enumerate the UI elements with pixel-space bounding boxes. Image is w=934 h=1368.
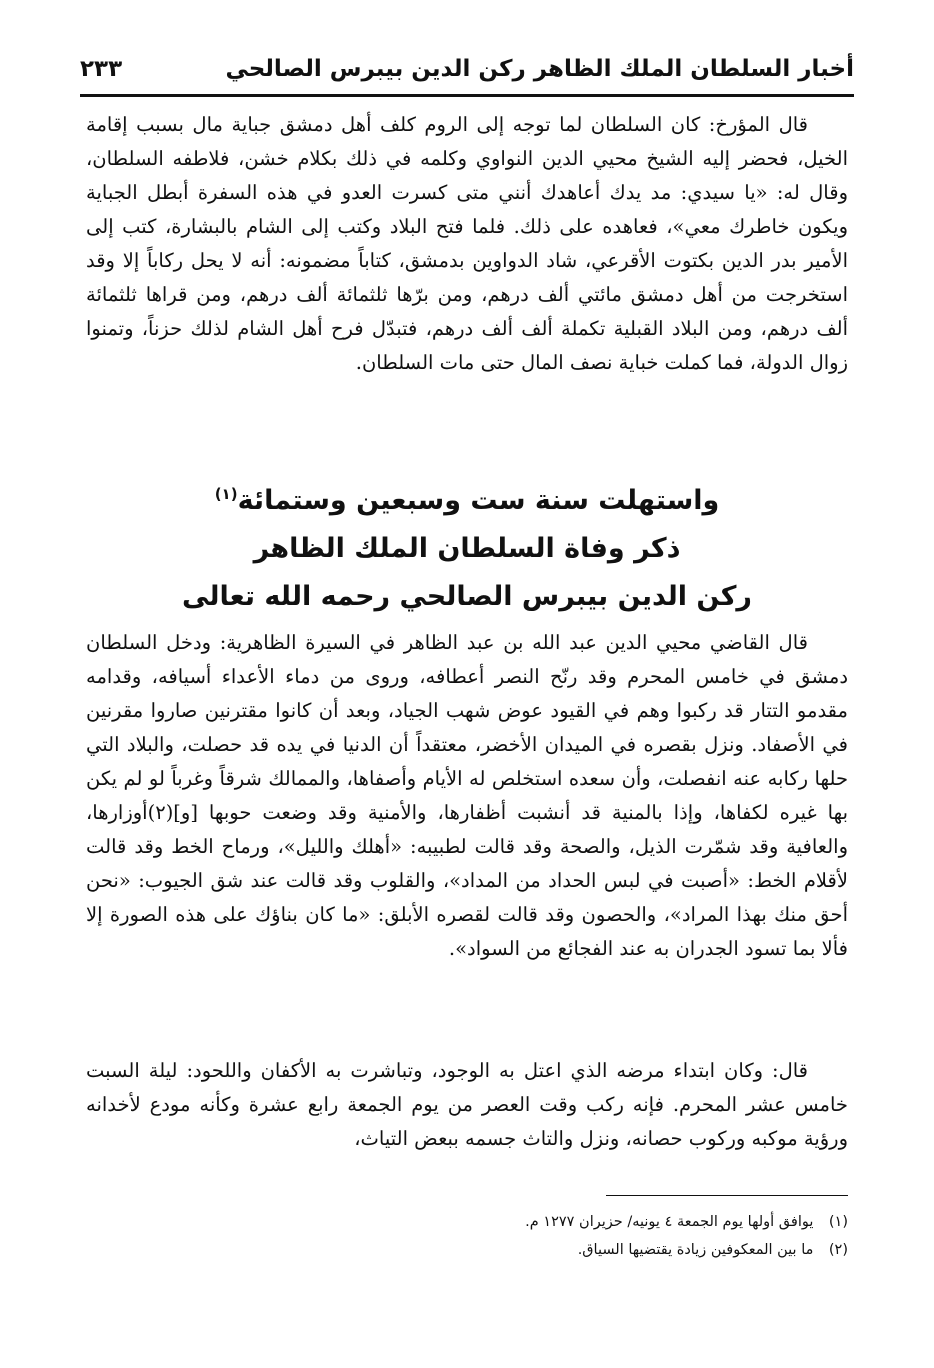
footnote-marker: (١) (828, 1214, 848, 1230)
paragraph-historian-account: قال المؤرخ: كان السلطان لما توجه إلى الروم كلف أهل دمشق جباية مال بسبب إقامة الخيل، فحضر إليه الشيخ محيي الدين النواوي وكلمه في ذلك بكلام خشن، فلاطفه السلطان، وقال له: «يا سيدي: مد يدك أعاهدك أنني متى كسرت العدو في هذه السفرة أبطل الجباية ويكون خاطرك معي»، فعاهده على ذلك. فلما فتح البلاد وكتب إلى الشام بالبشارة، كتب إلى الأمير بدر الدين بكتوت الأقرعي، شاد الدواوين بدمشق، كتاباً مضمونه: أنه لا يحل ركاباً إلا وقد استخرجت من أهل دمشق مائتي ألف درهم، ومن برّها ثلثمائة ألف درهم، ومن قراها ثلثمائة ألف درهم، ومن البلاد القبلية تكملة ألف ألف درهم، فتبدّل فرح أهل الشام لذلك حزناً، وتمنوا زوال الدولة، فما كملت خباية نصف المال حتى مات السلطان. (86, 113, 848, 374)
heading-year-text: واستهلت سنة ست وسبعين وستمائة (237, 485, 720, 516)
footnote-separator (606, 1195, 848, 1196)
heading-death-line: ذكر وفاة السلطان الملك الظاهر (253, 533, 681, 564)
running-title: أخبار السلطان الملك الظاهر ركن الدين بيبرس الصالحي (225, 56, 854, 82)
footnote-text: يوافق أولها يوم الجمعة ٤ يونيه/ حزيران ١٢٧٧ م. (525, 1214, 814, 1230)
heading-year-line (86, 470, 848, 525)
footnote-ref-1: (١) (214, 485, 238, 503)
paragraph-qadi-account: قال القاضي محيي الدين عبد الله بن عبد الظاهر في السيرة الظاهرية: ودخل السلطان دمشق في خامس المحرم وقد رنّح النصر أعطافه، وروى من دماء الأعداء أسيافه، وقدامه مقدمو التتار قد ركبوا وهم في القيود عوض شهب الجياد، وبعد أن كانوا مقترنين صاروا مقرنين في الأصفاد. ونزل بقصره في الميدان الأخضر، معتقداً أن الدنيا في يده قد حصلت، والبلاد التي حلها ركابه عنه انفصلت، وأن سعده استخلص له الأيام وأصفاها، والممالك شرقاً وغرباً لو لم يكن بها غيره لكفاها، وإذا بالمنية قد أنشبت أظفارها، والأمنية وقد وضعت حوبها [و](٢)أوزارها، والعافية وقد شمّرت الذيل، والصحة وقد قالت لطبيبه: «أهلك والليل»، ورماح الخط وقد قالت لأقلام الخط: «أصبت في لبس الحداد من المداد»، والقلوب وقد قالت عند شق الجيوب: «نحن أحق منك بهذا المراد»، والحصون وقد قالت لقصره الأبلق: «ما كان بناؤك على هذه الصورة إلا فألا بما تسود الجدران به عند الفجائع من السواد». (86, 631, 848, 960)
footnote-text: ما بين المعكوفين زيادة يقتضيها السياق. (577, 1242, 814, 1258)
footnote-2 (86, 1236, 848, 1264)
heading-name-line: ركن الدين بيبرس الصالحي رحمه الله تعالى (182, 581, 752, 612)
page-number: ٢٣٣ (80, 56, 123, 82)
paragraph-illness-start: قال: وكان ابتداء مرضه الذي اعتل به الوجود، وتباشرت به الأكفان واللحود: ليلة السبت خامس عشر المحرم. فإنه ركب وقت العصر من يوم الجمعة رابع عشرة وكأنه مودع لأخدانه ورؤية موكبه وركوب حصانه، ونزل والتاث جسمه ببعض التياث، (86, 1059, 848, 1150)
footnote-marker: (٢) (828, 1242, 848, 1258)
page-header (80, 54, 854, 97)
footnotes (86, 1208, 848, 1264)
section-heading (86, 470, 848, 621)
footnote-1 (86, 1208, 848, 1236)
